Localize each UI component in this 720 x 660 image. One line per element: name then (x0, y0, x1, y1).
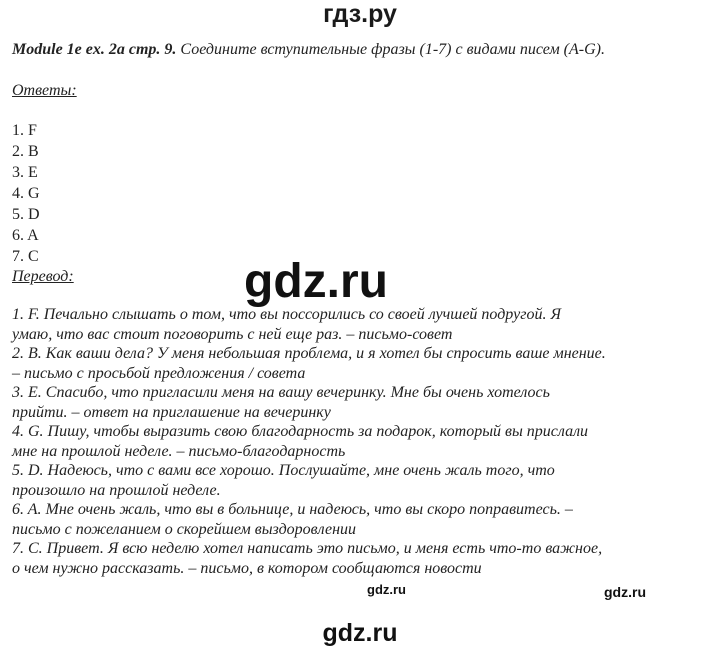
task-reference: Module 1e ex. 2a стр. 9. (12, 41, 177, 58)
translation-item: 2. B. Как ваши дела? У меня небольшая проблема, и я хотел бы спросить ваше мнение. – письмо с просьбой предложения / совета (12, 345, 606, 382)
watermark-right: gdz.ru (604, 584, 646, 600)
translations-list (12, 305, 712, 578)
translation-item: 6. A. Мне очень жаль, что вы в больнице, и надеюсь, что вы скоро поправитесь. – письмо с пожеланием о скорейшем выздоровлении (12, 501, 573, 538)
watermark-bottom: gdz.ru (322, 619, 398, 647)
answer-item: 6. A (12, 227, 39, 244)
answer-item: 7. C (12, 248, 39, 265)
answer-item: 4. G (12, 185, 40, 202)
translation-item: 5. D. Надеюсь, что с вами все хорошо. Послушайте, мне очень жаль того, что произошло на прошлой неделе. (12, 462, 555, 499)
answer-item: 5. D (12, 206, 40, 223)
answers-heading: Ответы: (12, 82, 77, 99)
answer-item: 3. E (12, 164, 38, 181)
translation-heading: Перевод: (12, 268, 74, 285)
answers-list (12, 120, 712, 267)
task-line (12, 40, 712, 59)
translation-item: 3. E. Спасибо, что пригласили меня на вашу вечеринку. Мне бы очень хотелось прийти. – ответ на приглашение на вечеринку (12, 384, 550, 421)
watermark-center: gdz.ru (244, 255, 388, 308)
watermark-mid: gdz.ru (367, 582, 406, 597)
document-content (12, 40, 712, 578)
translation-item: 1. F. Печально слышать о том, что вы поссорились со своей лучшей подругой. Я умаю, что вас стоит поговорить с ней еще раз. – письмо-совет (12, 306, 561, 343)
site-header: гдз.ру (323, 0, 397, 28)
answer-item: 2. B (12, 143, 39, 160)
answer-item: 1. F (12, 122, 37, 139)
task-instruction: Соедините вступительные фразы (1-7) с видами писем (A-G). (180, 41, 605, 58)
translation-item: 7. C. Привет. Я всю неделю хотел написать это письмо, и меня есть что-то важное, о чем нужно рассказать. – письмо, в котором сообщаются новости (12, 540, 603, 577)
translation-item: 4. G. Пишу, чтобы выразить свою благодарность за подарок, который вы прислали мне на прошлой неделе. – письмо-благодарность (12, 423, 589, 460)
